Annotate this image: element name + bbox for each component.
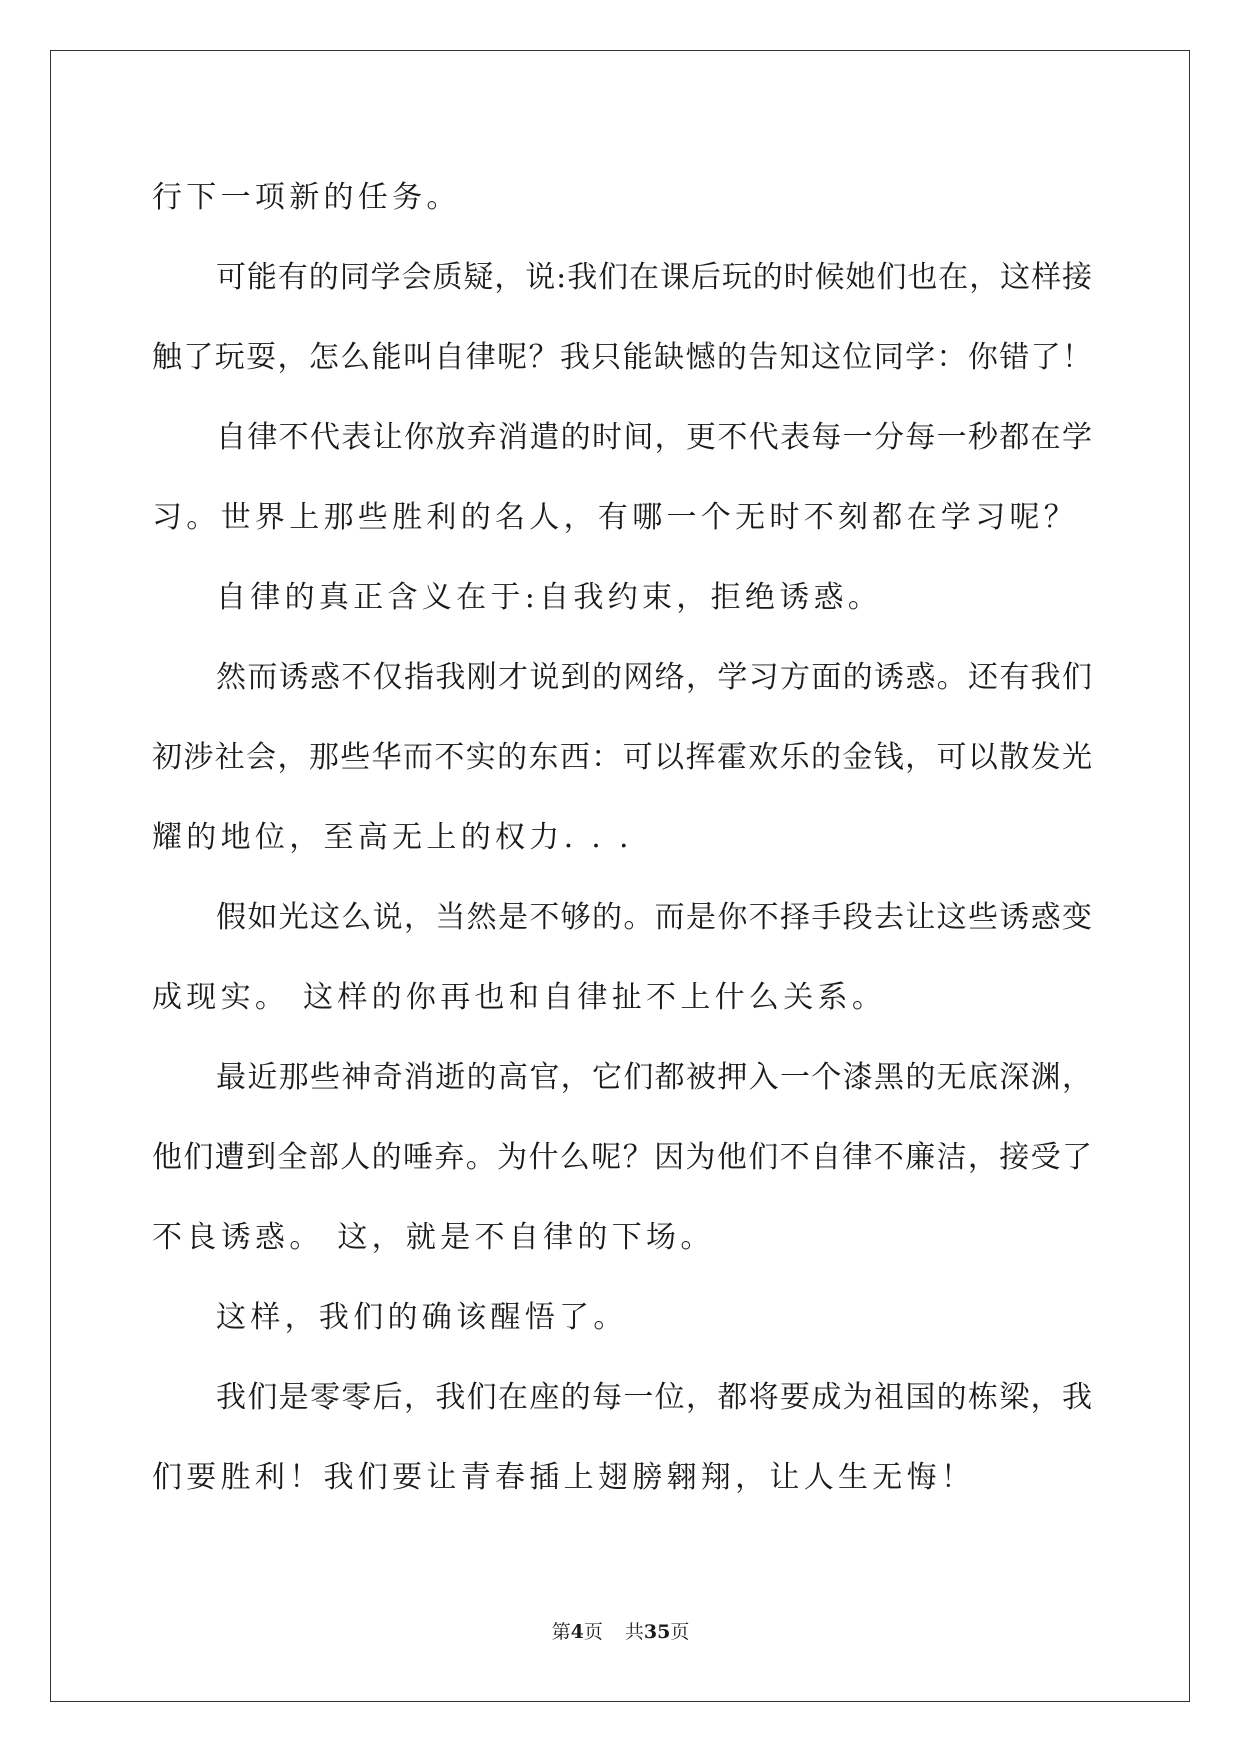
footer-total-prefix: 共 xyxy=(624,1621,644,1643)
footer-total-suffix: 页 xyxy=(670,1621,690,1643)
text-line: 可能有的同学会质疑，说:我们在课后玩的时候她们也在，这样接 xyxy=(216,260,1092,295)
footer-page-suffix: 页 xyxy=(583,1621,603,1643)
text-line: 自律的真正含义在于:自我约束，拒绝诱惑。 xyxy=(216,580,883,615)
text-line: 成现实。 这样的你再也和自律扯不上什么关系。 xyxy=(152,980,887,1015)
text-line: 这样，我们的确该醒悟了。 xyxy=(216,1300,628,1335)
text-line: 习。世界上那些胜利的名人，有哪一个无时不刻都在学习呢？ xyxy=(152,500,1079,535)
text-line: 行下一项新的任务。 xyxy=(152,180,461,215)
footer-prefix: 第 xyxy=(551,1621,571,1643)
text-line: 然而诱惑不仅指我刚才说到的网络，学习方面的诱惑。还有我们 xyxy=(216,660,1092,695)
current-page-number: 4 xyxy=(570,1621,584,1643)
text-line: 假如光这么说，当然是不够的。而是你不择手段去让这些诱惑变 xyxy=(216,900,1092,935)
text-line: 最近那些神奇消逝的高官，它们都被押入一个漆黑的无底深渊， xyxy=(216,1060,1092,1095)
text-line: 他们遭到全部人的唾弃。为什么呢？因为他们不自律不廉洁，接受了 xyxy=(152,1140,1092,1175)
text-line: 我们是零零后，我们在座的每一位，都将要成为祖国的栋梁，我 xyxy=(216,1380,1092,1415)
total-page-count: 35 xyxy=(643,1621,671,1643)
text-line: 耀的地位，至高无上的权力. . . xyxy=(152,820,633,855)
page-footer xyxy=(0,1620,1241,1644)
text-line: 自律不代表让你放弃消遣的时间，更不代表每一分每一秒都在学 xyxy=(216,420,1092,455)
text-line: 不良诱惑。 这，就是不自律的下场。 xyxy=(152,1220,715,1255)
text-line: 们要胜利！我们要让青春插上翅膀翱翔，让人生无悔！ xyxy=(152,1460,976,1495)
document-body xyxy=(152,158,1092,1518)
text-line: 触了玩耍，怎么能叫自律呢？我只能缺憾的告知这位同学：你错了！ xyxy=(152,340,1092,375)
text-line: 初涉社会，那些华而不实的东西：可以挥霍欢乐的金钱，可以散发光 xyxy=(152,740,1092,775)
